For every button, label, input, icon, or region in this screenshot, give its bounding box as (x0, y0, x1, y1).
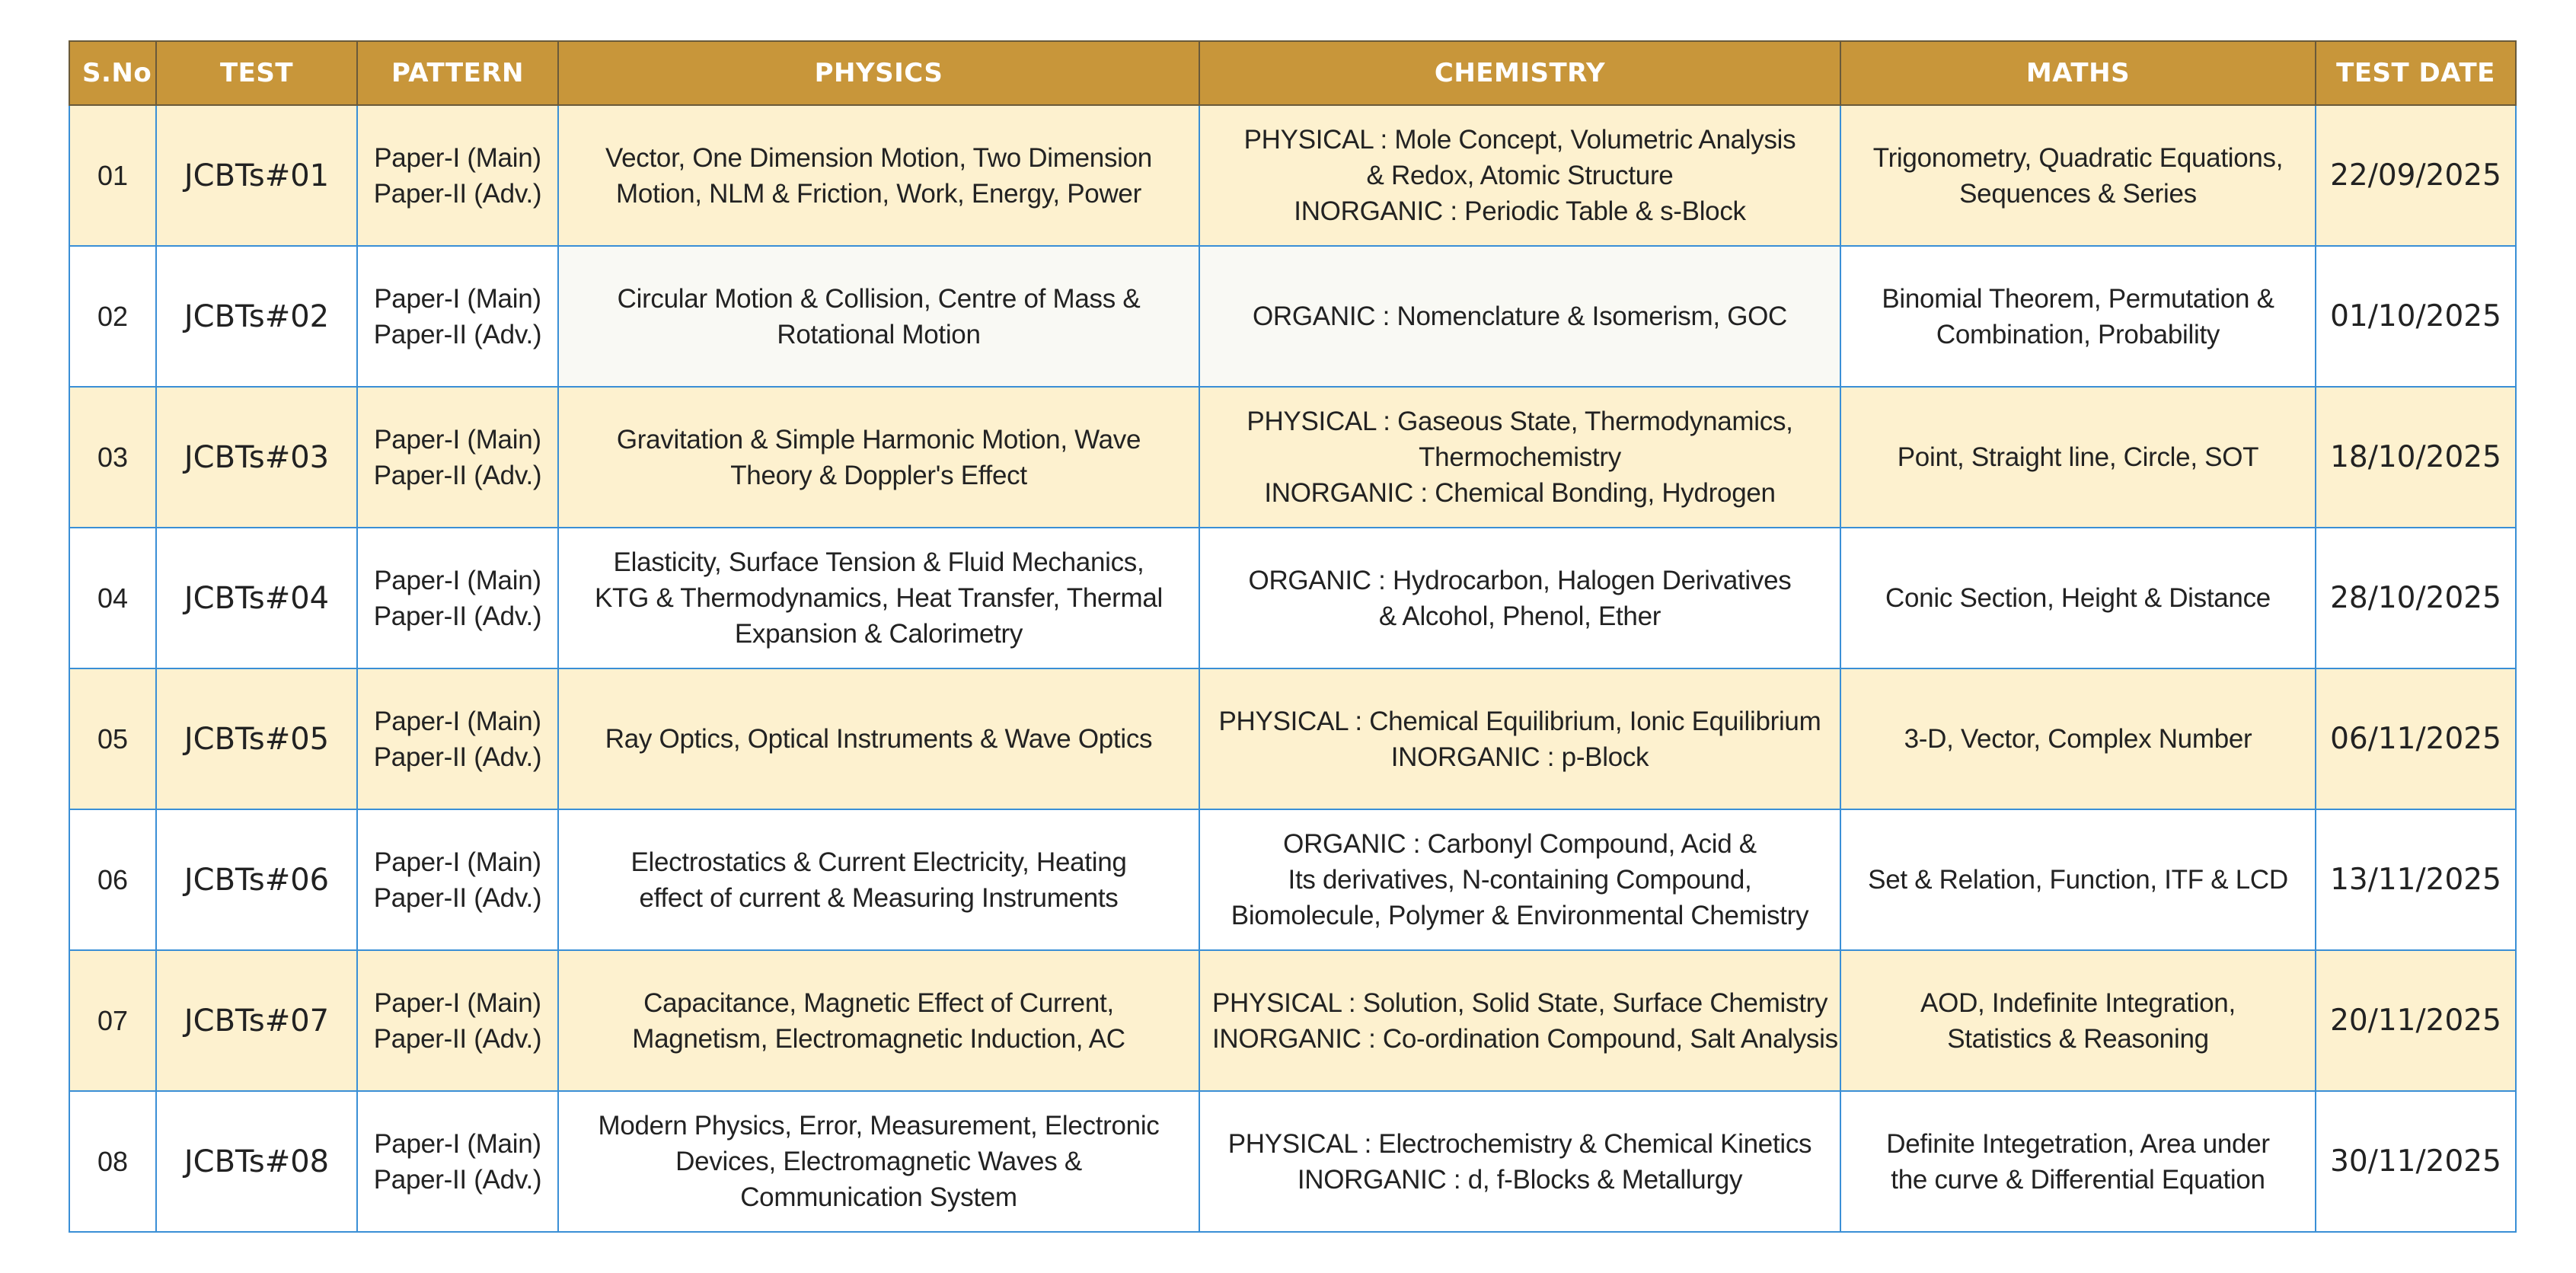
test-schedule (69, 40, 2515, 1233)
test-date-cell: 30/11/2025 (2316, 1091, 2516, 1232)
chemistry-topics-cell-line: PHYSICAL : Chemical Equilibrium, Ionic Equilibrium (1218, 706, 1821, 736)
chemistry-topics-cell (1199, 950, 1840, 1091)
table-row (69, 387, 2516, 528)
physics-topics-cell-line: Magnetism, Electromagnetic Induction, AC (632, 1023, 1125, 1054)
physics-topics-cell (558, 809, 1199, 950)
physics-topics-cell (558, 387, 1199, 528)
chemistry-topics-cell-line: INORGANIC : Periodic Table & s-Block (1294, 196, 1746, 226)
pattern-cell-line: Paper-I (Main) (374, 1128, 541, 1159)
pattern-cell (357, 1091, 558, 1232)
maths-topics-cell (1840, 668, 2316, 809)
pattern-cell (357, 528, 558, 668)
chemistry-topics-cell-line: Its derivatives, N-containing Compound, (1288, 865, 1752, 895)
table-row (69, 528, 2516, 668)
chemistry-topics-cell-line: INORGANIC : Chemical Bonding, Hydrogen (1264, 478, 1776, 508)
chemistry-topics-cell (1199, 1091, 1840, 1232)
chemistry-topics-cell-line: PHYSICAL : Gaseous State, Thermodynamics, (1247, 407, 1793, 436)
physics-topics-cell (558, 950, 1199, 1091)
physics-topics-cell (558, 668, 1199, 809)
test-name-cell: JCBTs#03 (156, 387, 357, 528)
sno-cell: 02 (69, 246, 156, 387)
maths-topics-cell-line: Conic Section, Height & Distance (1885, 583, 2271, 613)
maths-topics-cell-line: 3-D, Vector, Complex Number (1904, 724, 2252, 754)
maths-topics-cell-line: Combination, Probability (1936, 319, 2220, 349)
header-chemistry: CHEMISTRY (1199, 41, 1840, 105)
physics-topics-cell-line: Circular Motion & Collision, Centre of Mass & (617, 283, 1141, 314)
physics-topics-cell-line: Ray Optics, Optical Instruments & Wave Optics (605, 724, 1153, 754)
header-physics: PHYSICS (558, 41, 1199, 105)
physics-topics-cell-line: effect of current & Measuring Instruments (639, 882, 1119, 913)
physics-topics-cell-line: Gravitation & Simple Harmonic Motion, Wave (616, 424, 1141, 455)
header-pattern: PATTERN (357, 41, 558, 105)
maths-topics-cell-line: Trigonometry, Quadratic Equations, (1872, 142, 2284, 173)
maths-topics-cell-line: AOD, Indefinite Integration, (1920, 987, 2236, 1018)
pattern-cell-line: Paper-I (Main) (374, 565, 541, 595)
test-date-cell: 28/10/2025 (2316, 528, 2516, 668)
sno-cell: 03 (69, 387, 156, 528)
table-row (69, 809, 2516, 950)
table-row (69, 246, 2516, 387)
test-name-cell: JCBTs#04 (156, 528, 357, 668)
header-test-date: TEST DATE (2316, 41, 2516, 105)
maths-topics-cell (1840, 1091, 2316, 1232)
chemistry-topics-cell-line: INORGANIC : d, f-Blocks & Metallurgy (1297, 1164, 1743, 1195)
chemistry-topics-cell (1199, 528, 1840, 668)
physics-topics-cell-line: Theory & Doppler's Effect (730, 460, 1027, 490)
maths-topics-cell (1840, 950, 2316, 1091)
test-date-cell: 18/10/2025 (2316, 387, 2516, 528)
physics-topics-cell (558, 1091, 1199, 1232)
chemistry-topics-cell-line: ORGANIC : Nomenclature & Isomerism, GOC (1252, 302, 1788, 331)
maths-topics-cell (1840, 528, 2316, 668)
pattern-cell-line: Paper-II (Adv.) (373, 1023, 542, 1054)
chemistry-topics-cell-line: & Alcohol, Phenol, Ether (1378, 601, 1661, 631)
header-sno: S.No (69, 41, 156, 105)
test-date-cell: 13/11/2025 (2316, 809, 2516, 950)
table-row (69, 668, 2516, 809)
maths-topics-cell (1840, 246, 2316, 387)
chemistry-topics-cell-line: INORGANIC : Co-ordination Compound, Salt Analysis (1212, 1023, 1838, 1054)
maths-topics-cell (1840, 387, 2316, 528)
physics-topics-cell (558, 528, 1199, 668)
chemistry-topics-cell (1199, 668, 1840, 809)
physics-topics-cell-line: Electrostatics & Current Electricity, Heating (630, 847, 1127, 877)
physics-topics-cell-line: Elasticity, Surface Tension & Fluid Mechanics, (613, 547, 1144, 577)
chemistry-topics-cell-line: ORGANIC : Hydrocarbon, Halogen Derivatives (1248, 565, 1792, 595)
pattern-cell (357, 246, 558, 387)
pattern-cell-line: Paper-II (Adv.) (373, 319, 542, 349)
test-name-cell: JCBTs#08 (156, 1091, 357, 1232)
test-date-cell: 06/11/2025 (2316, 668, 2516, 809)
pattern-cell-line: Paper-I (Main) (374, 987, 541, 1018)
physics-topics-cell-line: Modern Physics, Error, Measurement, Electronic (598, 1111, 1160, 1141)
maths-topics-cell-line: Definite Integetration, Area under (1886, 1128, 2270, 1159)
pattern-cell-line: Paper-II (Adv.) (373, 178, 542, 209)
sno-cell: 01 (69, 105, 156, 246)
physics-topics-cell (558, 246, 1199, 387)
physics-topics-cell-line: Communication System (740, 1182, 1017, 1212)
maths-topics-cell-line: Binomial Theorem, Permutation & (1882, 283, 2274, 314)
sno-cell: 04 (69, 528, 156, 668)
test-name-cell: JCBTs#01 (156, 105, 357, 246)
physics-topics-cell-line: Vector, One Dimension Motion, Two Dimension (605, 142, 1152, 173)
pattern-cell (357, 387, 558, 528)
table-row (69, 950, 2516, 1091)
pattern-cell-line: Paper-I (Main) (374, 847, 541, 877)
chemistry-topics-cell (1199, 105, 1840, 246)
pattern-cell (357, 950, 558, 1091)
pattern-cell-line: Paper-II (Adv.) (373, 742, 542, 772)
chemistry-topics-cell-line: PHYSICAL : Solution, Solid State, Surface Chemistry (1212, 987, 1828, 1018)
pattern-cell-line: Paper-II (Adv.) (373, 882, 542, 913)
physics-topics-cell-line: Motion, NLM & Friction, Work, Energy, Power (616, 178, 1141, 209)
physics-topics-cell-line: Capacitance, Magnetic Effect of Current, (643, 987, 1114, 1018)
chemistry-topics-cell-line: Biomolecule, Polymer & Environmental Chemistry (1231, 901, 1809, 930)
chemistry-topics-cell (1199, 809, 1840, 950)
pattern-cell (357, 668, 558, 809)
maths-topics-cell-line: Statistics & Reasoning (1947, 1023, 2209, 1054)
pattern-cell (357, 105, 558, 246)
physics-topics-cell-line: Devices, Electromagnetic Waves & (675, 1147, 1082, 1176)
chemistry-topics-cell-line: Thermochemistry (1419, 442, 1621, 472)
pattern-cell-line: Paper-I (Main) (374, 424, 541, 455)
test-name-cell: JCBTs#02 (156, 246, 357, 387)
maths-topics-cell (1840, 809, 2316, 950)
table-row (69, 105, 2516, 246)
chemistry-topics-cell-line: & Redox, Atomic Structure (1366, 161, 1674, 190)
header-row (69, 41, 2516, 105)
sno-cell: 06 (69, 809, 156, 950)
pattern-cell-line: Paper-I (Main) (374, 142, 541, 173)
test-name-cell: JCBTs#05 (156, 668, 357, 809)
physics-topics-cell (558, 105, 1199, 246)
maths-topics-cell-line: Point, Straight line, Circle, SOT (1897, 442, 2259, 472)
chemistry-topics-cell-line: ORGANIC : Carbonyl Compound, Acid & (1283, 829, 1757, 859)
header-maths: MATHS (1840, 41, 2316, 105)
pattern-cell-line: Paper-I (Main) (374, 706, 541, 736)
pattern-cell-line: Paper-II (Adv.) (373, 1164, 542, 1195)
pattern-cell-line: Paper-II (Adv.) (373, 601, 542, 631)
chemistry-topics-cell-line: PHYSICAL : Mole Concept, Volumetric Analysis (1243, 125, 1796, 155)
test-schedule-table (69, 40, 2517, 1233)
maths-topics-cell-line: the curve & Differential Equation (1891, 1164, 2265, 1195)
maths-topics-cell-line: Set & Relation, Function, ITF & LCD (1868, 865, 2288, 895)
sno-cell: 07 (69, 950, 156, 1091)
physics-topics-cell-line: Expansion & Calorimetry (734, 619, 1023, 649)
test-name-cell: JCBTs#07 (156, 950, 357, 1091)
chemistry-topics-cell-line: INORGANIC : p-Block (1390, 742, 1649, 772)
physics-topics-cell-line: KTG & Thermodynamics, Heat Transfer, Thermal (594, 583, 1164, 613)
chemistry-topics-cell (1199, 387, 1840, 528)
header-test: TEST (156, 41, 357, 105)
sno-cell: 05 (69, 668, 156, 809)
test-name-cell: JCBTs#06 (156, 809, 357, 950)
maths-topics-cell (1840, 105, 2316, 246)
test-date-cell: 22/09/2025 (2316, 105, 2516, 246)
pattern-cell-line: Paper-I (Main) (374, 283, 541, 314)
sno-cell: 08 (69, 1091, 156, 1232)
pattern-cell-line: Paper-II (Adv.) (373, 460, 542, 490)
chemistry-topics-cell (1199, 246, 1840, 387)
maths-topics-cell-line: Sequences & Series (1959, 178, 2197, 209)
test-date-cell: 01/10/2025 (2316, 246, 2516, 387)
test-date-cell: 20/11/2025 (2316, 950, 2516, 1091)
physics-topics-cell-line: Rotational Motion (777, 319, 981, 349)
chemistry-topics-cell-line: PHYSICAL : Electrochemistry & Chemical Kinetics (1227, 1128, 1812, 1159)
pattern-cell (357, 809, 558, 950)
table-row (69, 1091, 2516, 1232)
